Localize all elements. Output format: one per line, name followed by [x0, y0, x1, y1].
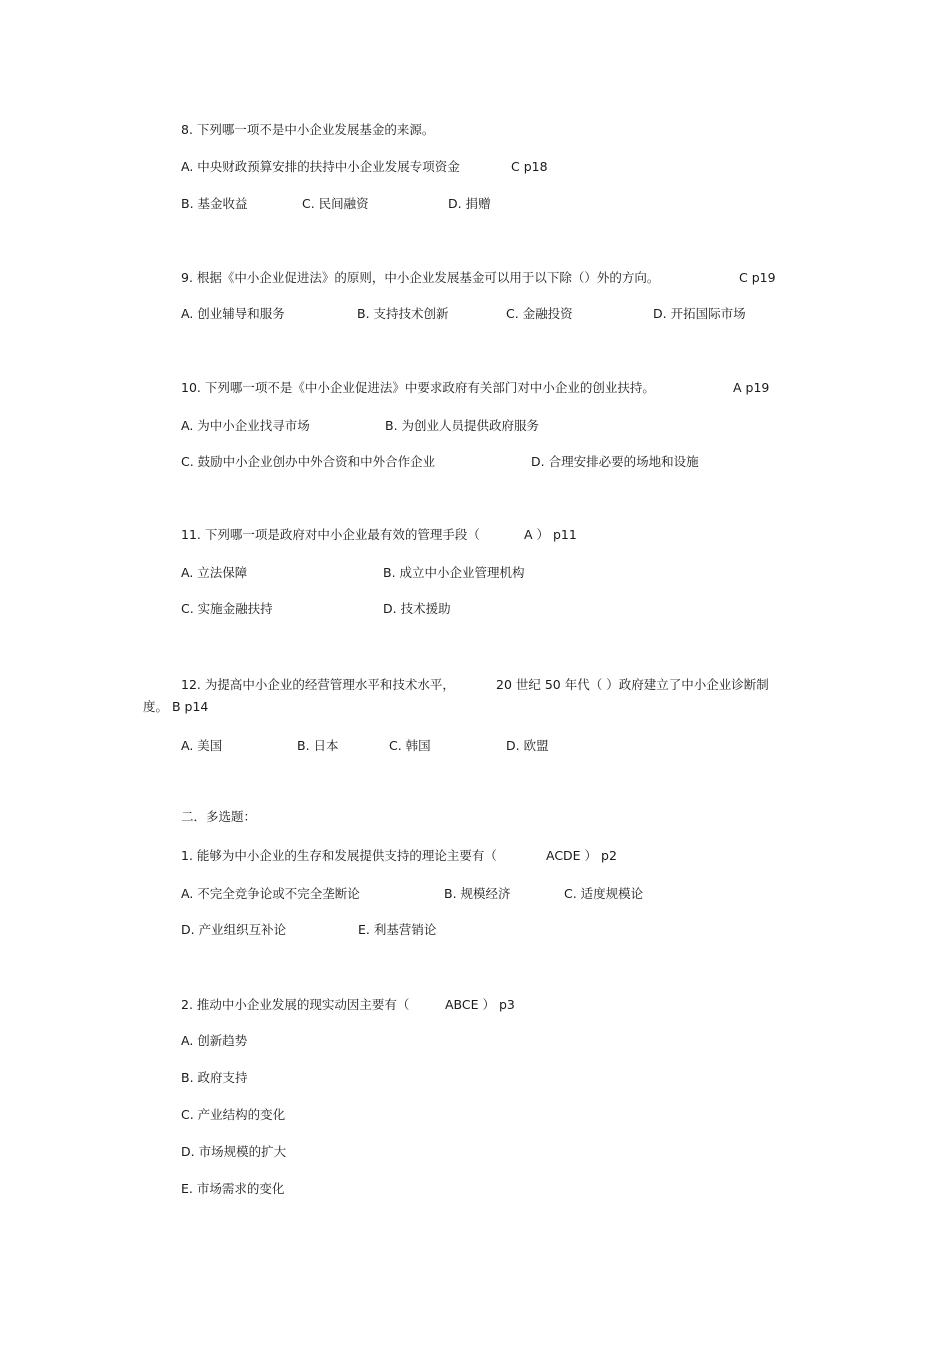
question-12-stem-continuation: 度。 B p14	[143, 699, 209, 714]
section-2-title: 二．多选题：	[181, 809, 257, 824]
question-10-stem: 10. 下列哪一项不是《中小企业促进法》中要求政府有关部门对中小企业的创业扶持。	[181, 380, 655, 395]
multi-question-1-option-a: A. 不完全竞争论或不完全垄断论	[181, 886, 360, 901]
multi-question-2-option-e: E. 市场需求的变化	[181, 1181, 285, 1196]
question-10-option-b: B. 为创业人员提供政府服务	[385, 418, 540, 433]
multi-question-1-option-d: D. 产业组织互补论	[181, 922, 287, 937]
question-12-option-d: D. 欧盟	[506, 738, 549, 753]
multi-question-2-option-d: D. 市场规模的扩大	[181, 1144, 287, 1159]
question-10-option-d: D. 合理安排必要的场地和设施	[531, 454, 699, 469]
question-11-option-d: D. 技术援助	[383, 601, 451, 616]
question-9-option-d: D. 开拓国际市场	[653, 306, 746, 321]
question-10-option-c: C. 鼓励中小企业创办中外合资和中外合作企业	[181, 454, 436, 469]
multi-question-2-option-b: B. 政府支持	[181, 1070, 248, 1085]
question-11-answer: A ） p11	[524, 527, 577, 542]
question-10-option-a: A. 为中小企业找寻市场	[181, 418, 310, 433]
question-9-option-c: C. 金融投资	[506, 306, 573, 321]
multi-question-1-answer: ACDE ） p2	[546, 848, 617, 863]
question-12-option-c: C. 韩国	[389, 738, 431, 753]
multi-question-1-stem: 1. 能够为中小企业的生存和发展提供支持的理论主要有（	[181, 848, 497, 863]
question-12-stem-part1: 12. 为提高中小企业的经营管理水平和技术水平，	[181, 677, 455, 692]
question-11-option-b: B. 成立中小企业管理机构	[383, 565, 525, 580]
question-12-option-a: A. 美国	[181, 738, 223, 753]
multi-question-1-option-e: E. 利基营销论	[358, 922, 437, 937]
question-8-option-d: D. 捐赠	[448, 196, 491, 211]
question-9-option-b: B. 支持技术创新	[357, 306, 449, 321]
question-8-answer: C p18	[511, 159, 548, 174]
question-11-option-c: C. 实施金融扶持	[181, 601, 273, 616]
question-12-stem-part2: 20 世纪 50 年代（ ）政府建立了中小企业诊断制	[496, 677, 769, 692]
question-8-stem: 8. 下列哪一项不是中小企业发展基金的来源。	[181, 122, 435, 137]
multi-question-1-option-c: C. 适度规模论	[564, 886, 644, 901]
multi-question-2-answer: ABCE ） p3	[445, 997, 515, 1012]
multi-question-1-option-b: B. 规模经济	[444, 886, 511, 901]
question-11-stem: 11. 下列哪一项是政府对中小企业最有效的管理手段（	[181, 527, 480, 542]
multi-question-2-option-c: C. 产业结构的变化	[181, 1107, 286, 1122]
question-8-option-b: B. 基金收益	[181, 196, 248, 211]
question-11-option-a: A. 立法保障	[181, 565, 248, 580]
question-10-answer: A p19	[733, 380, 770, 395]
multi-question-2-option-a: A. 创新趋势	[181, 1033, 248, 1048]
multi-question-2-stem: 2. 推动中小企业发展的现实动因主要有（	[181, 997, 410, 1012]
question-9-stem: 9. 根据《中小企业促进法》的原则，中小企业发展基金可以用于以下除（）外的方向。	[181, 270, 660, 285]
question-12-option-b: B. 日本	[297, 738, 339, 753]
question-8-option-a: A. 中央财政预算安排的扶持中小企业发展专项资金	[181, 159, 460, 174]
question-9-answer: C p19	[739, 270, 776, 285]
question-9-option-a: A. 创业辅导和服务	[181, 306, 285, 321]
question-8-option-c: C. 民间融资	[302, 196, 369, 211]
